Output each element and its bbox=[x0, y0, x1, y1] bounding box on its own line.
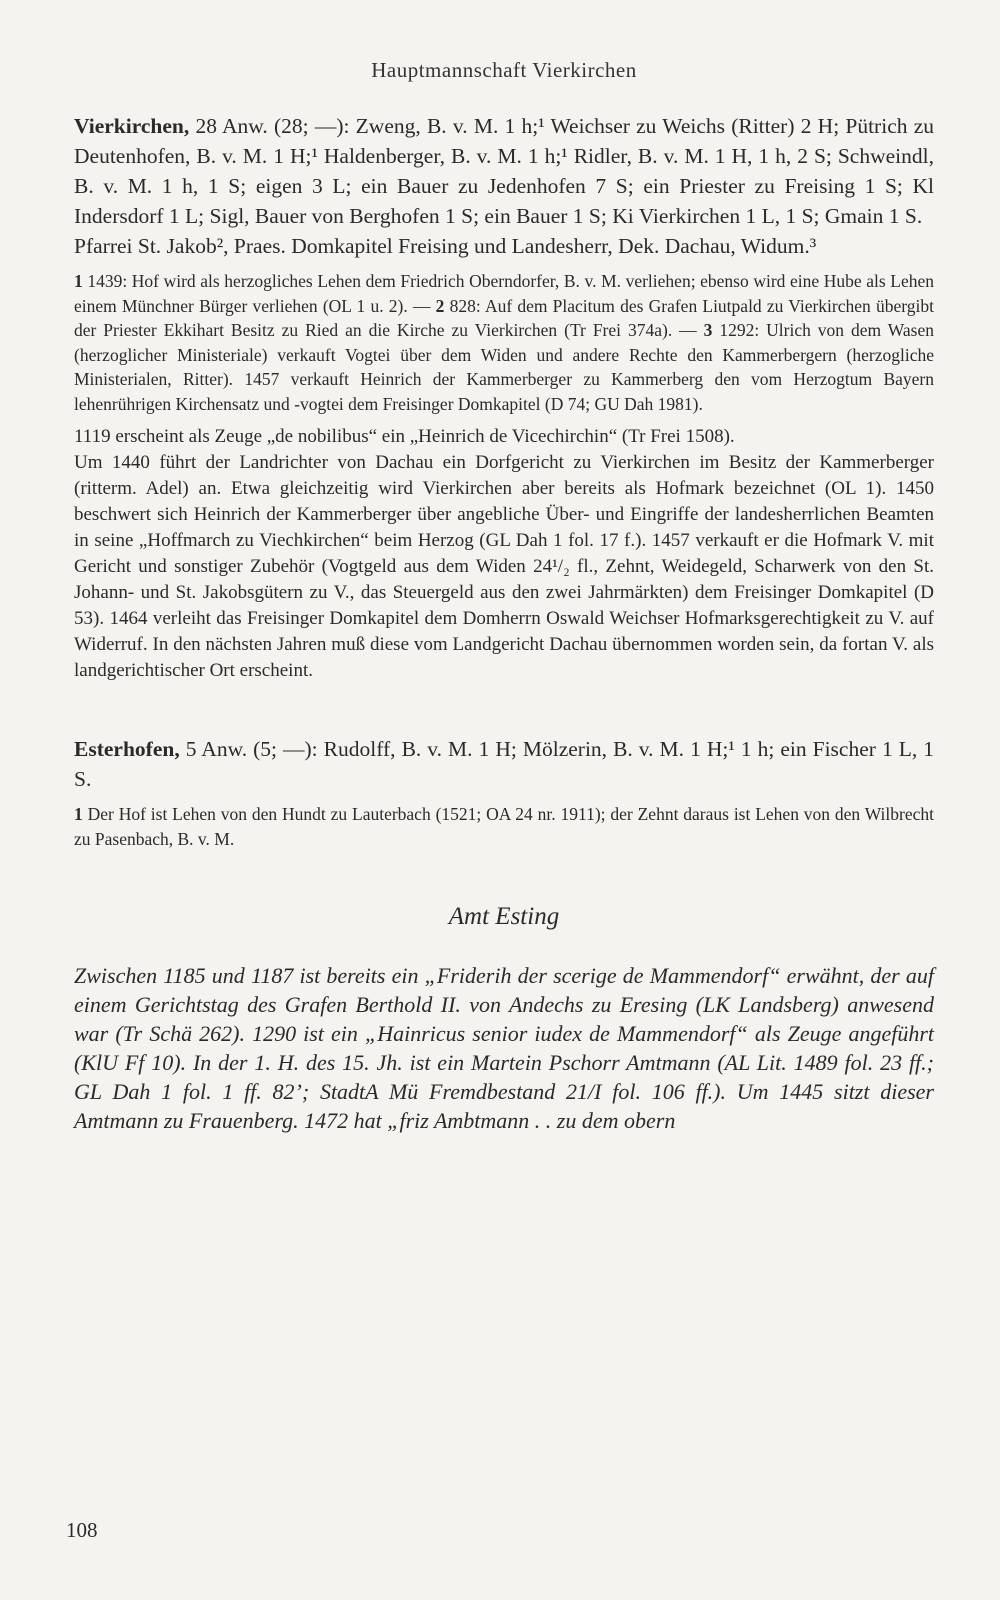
section-title-amt-esting: Amt Esting bbox=[448, 903, 560, 930]
place-name-vierkirchen: Vierkirchen, bbox=[74, 114, 190, 138]
page-number: 108 bbox=[66, 1518, 98, 1542]
running-head: Hauptmannschaft Vierkirchen bbox=[371, 58, 637, 82]
footnote-text: Der Hof ist Lehen von den Hundt zu Lauterbach (1521; OA 24 nr. 1911); der Zehnt daraus ist Lehen von den Wilbrecht zu Pasenbach, B. v. M. bbox=[74, 804, 934, 849]
vierkirchen-parish: Pfarrei St. Jakob², Praes. Domkapitel Freising und Landesherr, Dek. Dachau, Widum.³ bbox=[74, 234, 817, 258]
footnote-number: 1 bbox=[74, 804, 83, 824]
footnote-text: 1292: Ulrich von dem Wasen (herzoglicher Ministeriale) verkauft Vogtei über dem Widen und andere Rechte den Kammerbergern (herzogliche Ministerialen, Ritter). 1457 verkauft Heinrich der Kammerberger zu Kammerberg den vom Herzogtum Bayern lehenrührigen Kirchensatz und -vogtei dem Freisinger Domkapitel (D 74; GU Dah 1981). bbox=[74, 320, 934, 414]
footnote-text: 1439: Hof wird als herzogliches Lehen dem Friedrich Oberndorfer, B. v. M. verliehen; ebenso wird eine Hube als Lehen einem Münchner Bürger verliehen (OL 1 u. 2). — bbox=[74, 271, 934, 316]
footnote-number: 1 bbox=[74, 271, 83, 291]
vierkirchen-holdings: 28 Anw. (28; —): Zweng, B. v. M. 1 h;¹ Weichser zu Weichs (Ritter) 2 H; Pütrich zu Deutenhofen, B. v. M. 1 H;¹ Haldenberger, B. v. M. 1 h;¹ Ridler, B. v. M. 1 H, 1 h, 2 S; Schweindl, B. v. M. 1 h, 1 S; eigen 3 L; ein Bauer zu Jedenhofen 7 S; ein Priester zu Freising 1 S; Kl Indersdorf 1 L; Sigl, Bauer von Berghofen 1 S; ein Bauer 1 S; Ki Vierkirchen 1 L, 1 S; Gmain 1 S. bbox=[74, 114, 934, 228]
footnote-text: 828: Auf dem Placitum des Grafen Liutpald zu Vierkirchen übergibt der Priester Ekkihart Besitz zu Ried an die Kirche zu Vierkirchen (Tr Frei 374a). — bbox=[74, 295, 934, 340]
esterhofen-footnote bbox=[74, 802, 934, 851]
footnote-number: 3 bbox=[703, 320, 713, 340]
esterhofen-holdings: 5 Anw. (5; —): Rudolff, B. v. M. 1 H; Mölzerin, B. v. M. 1 H;¹ 1 h; ein Fischer 1 L, 1 S. bbox=[74, 737, 934, 791]
esterhofen-entry bbox=[74, 734, 934, 794]
paragraph-1440: Um 1440 führt der Landrichter von Dachau ein Dorfgericht zu Vierkirchen im Besitz der Kammerberger (ritterm. Adel) an. Etwa gleichzeitig wird Vierkirchen aber bereits als Hofmark bezeichnet (OL 1). 1450 beschwert sich Heinrich der Kammerberger über angebliche Über- und Eingriffe der landesherrlichen Beamten in seine „Hoffmarch zu Viechkirchen“ beim Herzog (GL Dah 1 fol. 17 f.). 1457 verkauft er die Hofmark V. mit Gericht und sonstiger Zubehör (Vogtgeld aus dem Widen 24¹/₂ fl., Zehnt, Weidegeld, Scharwerk von den St. Johann- und St. Jakobsgütern zu V., das Steuergeld aus den zwei Jahrmärkten) dem Freisinger Domkapitel (D 53). 1464 verleiht das Freisinger Domkapitel dem Domherrn Oswald Weichser Hofmarksgerechtigkeit zu V. auf Widerruf. In den nächsten Jahren muß diese vom Landgericht Dachau übernommen worden sein, da fortan V. als landgerichtischer Ort erscheint. bbox=[74, 452, 934, 681]
vierkirchen-entry bbox=[74, 111, 934, 231]
footnote-number: 2 bbox=[435, 295, 445, 316]
vierkirchen-footnotes bbox=[74, 269, 934, 416]
place-name-esterhofen: Esterhofen, bbox=[74, 737, 180, 761]
paragraph-1119: 1119 erscheint als Zeuge „de nobilibus“ ein „Heinrich de Vicechirchin“ (Tr Frei 1508). bbox=[74, 426, 735, 447]
amt-esting-text: Zwischen 1185 und 1187 ist bereits ein „Friderih der scerige de Mammendorf“ erwähnt, der auf einem Gerichtstag des Grafen Berthold II. von Andechs zu Eresing (LK Landsberg) anwesend war (Tr Schä 262). 1290 ist ein „Hainricus senior iudex de Mammendorf“ als Zeuge angeführt (KlU Ff 10). In der 1. H. des 15. Jh. ist ein Martein Pschorr Amtmann (AL Lit. 1489 fol. 23 ff.; GL Dah 1 fol. 1 ff. 82’; StadtA Mü Fremdbestand 21/I fol. 106 ff.). Um 1445 sitzt dieser Amtmann zu Frauenberg. 1472 hat „friz Ambtmann . . zu dem obern bbox=[74, 963, 934, 1133]
